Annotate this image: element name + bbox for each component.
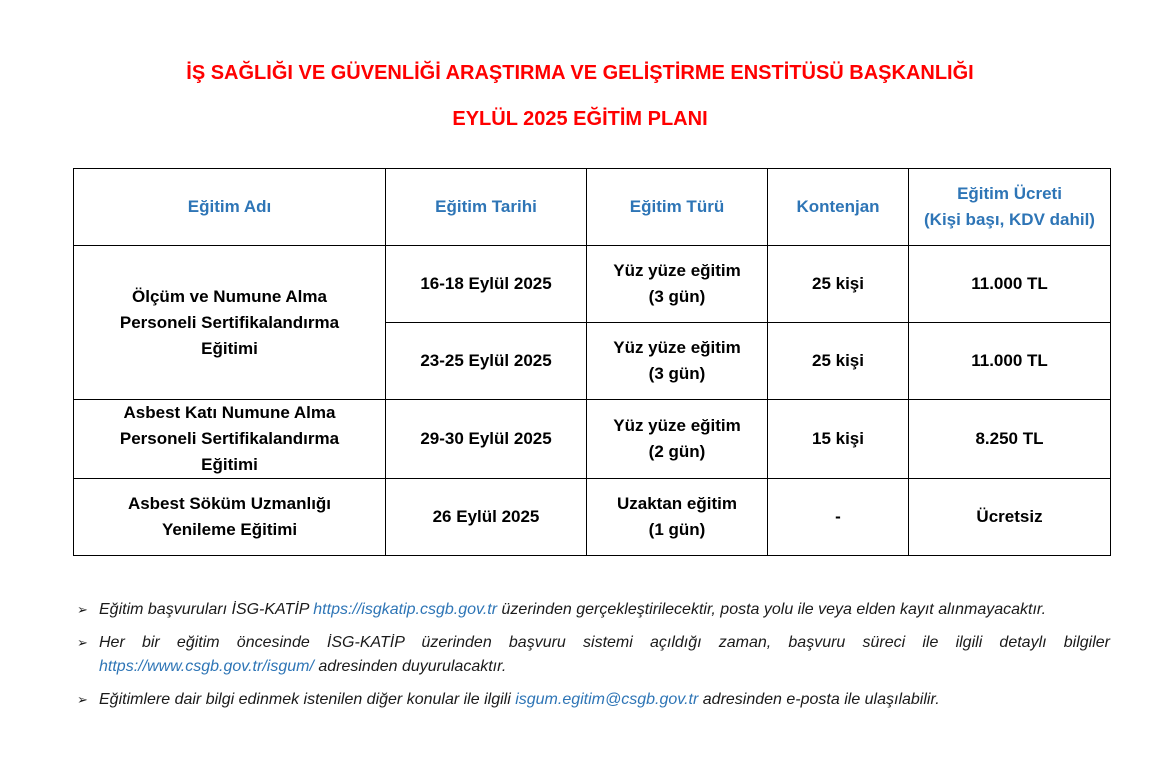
table-row: [74, 246, 1111, 323]
notes-list: [73, 598, 1110, 721]
name-line: Personeli Sertifikalandırma: [119, 429, 340, 448]
name-line: Eğitimi: [201, 338, 258, 358]
name-line: Yenileme Eğitimi: [161, 520, 298, 539]
note-text: adresinden duyurulacaktır.: [313, 658, 507, 675]
cell-training-name: [74, 479, 386, 556]
cell-training-name: [74, 400, 386, 479]
note-text: Eğitimlere dair bilgi edinmek istenilen diğer konular ile ilgili: [99, 691, 516, 708]
page-title: İŞ SAĞLIĞI VE GÜVENLİĞİ ARAŞTIRMA VE GELİŞTİRME ENSTİTÜSÜ BAŞKANLIĞI: [186, 62, 974, 84]
type-duration: (3 gün): [648, 287, 706, 306]
arrow-bullet-icon: ➢: [77, 692, 88, 707]
cell-quota: 25 kişi: [768, 246, 909, 323]
header-fee-line1: Eğitim Ücreti: [957, 184, 1062, 203]
cell-quota: 25 kişi: [768, 323, 909, 400]
email-link[interactable]: isgum.egitim@csgb.gov.tr: [515, 691, 699, 708]
cell-fee: 11.000 TL: [909, 323, 1111, 400]
cell-quota: -: [768, 479, 909, 556]
type-line: Yüz yüze eğitim: [613, 338, 741, 357]
type-duration: (3 gün): [648, 364, 706, 383]
type-line: Yüz yüze eğitim: [613, 416, 741, 435]
header-training-type: Eğitim Türü: [587, 169, 768, 246]
type-line: Uzaktan eğitim: [617, 494, 737, 513]
cell-date: 26 Eylül 2025: [386, 479, 587, 556]
note-text: Her bir eğitim öncesinde İSG-KATİP üzerinden başvuru sistemi açıldığı zaman, başvuru süreci ile ilgili detaylı bilgiler: [99, 634, 1110, 651]
note-text: Eğitim başvuruları İSG-KATİP: [99, 601, 314, 618]
cell-date: 29-30 Eylül 2025: [386, 400, 587, 479]
cell-date: 16-18 Eylül 2025: [386, 246, 587, 323]
type-line: Yüz yüze eğitim: [613, 261, 741, 280]
arrow-bullet-icon: ➢: [77, 635, 88, 650]
note-text: üzerinden gerçekleştirilecektir, posta yolu ile veya elden kayıt alınmayacaktır.: [497, 601, 1047, 618]
type-duration: (2 gün): [648, 442, 706, 461]
name-line: Eğitimi: [201, 455, 258, 474]
table-row: [74, 479, 1111, 556]
cell-type: [587, 479, 768, 556]
name-line: Asbest Söküm Uzmanlığı: [127, 494, 332, 513]
name-line: Ölçüm ve Numune Alma: [132, 286, 327, 306]
note-contact: [73, 688, 1110, 712]
cell-type: [587, 400, 768, 479]
cell-fee: 11.000 TL: [909, 246, 1111, 323]
header-fee: [909, 169, 1111, 246]
note-announcement: [73, 631, 1110, 679]
cell-type: [587, 246, 768, 323]
training-plan-table: [73, 168, 1111, 556]
name-line: Asbest Katı Numune Alma: [123, 403, 336, 422]
header-training-date: Eğitim Tarihi: [386, 169, 587, 246]
note-text: adresinden e-posta ile ulaşılabilir.: [698, 691, 940, 708]
header-fee-line2: (Kişi başı, KDV dahil): [924, 210, 1095, 229]
header-training-name: Eğitim Adı: [74, 169, 386, 246]
cell-quota: 15 kişi: [768, 400, 909, 479]
cell-fee: Ücretsiz: [909, 479, 1111, 556]
cell-training-name: [74, 246, 386, 400]
header-quota: Kontenjan: [768, 169, 909, 246]
table-header-row: [74, 169, 1111, 246]
cell-date: 23-25 Eylül 2025: [386, 323, 587, 400]
page-subtitle: EYLÜL 2025 EĞİTİM PLANI: [452, 108, 708, 130]
cell-fee: 8.250 TL: [909, 400, 1111, 479]
type-duration: (1 gün): [648, 520, 706, 539]
note-application: [73, 598, 1110, 622]
isgum-link[interactable]: https://www.csgb.gov.tr/isgum/: [99, 658, 314, 675]
cell-type: [587, 323, 768, 400]
arrow-bullet-icon: ➢: [77, 602, 88, 617]
isgkatip-link[interactable]: https://isgkatip.csgb.gov.tr: [313, 601, 498, 618]
name-line: Personeli Sertifikalandırma: [119, 312, 340, 332]
table-row: [74, 400, 1111, 479]
